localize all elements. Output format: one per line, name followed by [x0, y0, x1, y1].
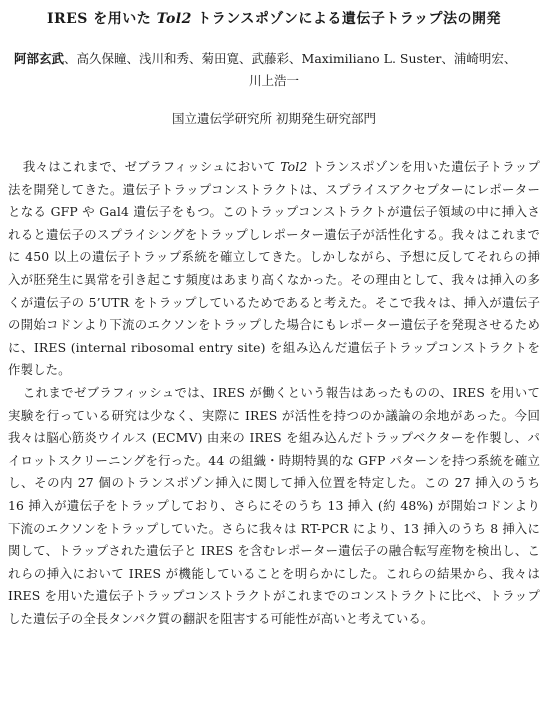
affiliation: 国立遺伝学研究所 初期発生研究部門	[172, 111, 376, 126]
paragraph-1	[8, 156, 540, 382]
title-italic-tol2: Tol2	[156, 11, 192, 27]
paragraph-2: これまでゼブラフィッシュでは、IRES が働くという報告はあったものの、IRES を用いて実験を行っている研究は少なく、実際に IRES が活性を持つのか議論の余地があった。今回我々は脳心筋炎ウイルス (ECMV) 由来の IRES を組み込んだトラップベクターを作製し、パイロットスクリーニングを行った。44 の組織・時期特異的な GFP パターンを持つ系統を確立し、その内 27 個のトランスポゾン挿入に関して挿入位置を特定した。この 27 挿入のうち 16 挿入が遺伝子をトラップしており、さらにそのうち 13 挿入 (約 48%) が開始コドンより下流のエクソンをトラップしていた。さらに我々は RT-PCR により、13 挿入のうち 8 挿入に関して、トラップされた遺伝子と IRES を含むレポーター遺伝子の融合転写産物を検出し、これらの挿入において IRES が機能していることを明らかにした。これらの結果から、我々は IRES を用いた遺伝子トラップコンストラクトがこれまでのコンストラクトに比べ、トラップした遺伝子の全長タンパク質の翻訳を阻害する可能性が高いと考えている。	[8, 384, 540, 626]
co-authors-line-1: 、高久保瞳、浅川和秀、菊田寛、武藤彩、Maximiliano L. Suster、浦崎明宏、	[64, 51, 517, 66]
presenting-author: 阿部玄武	[14, 51, 65, 66]
co-authors-line-2: 川上浩一	[248, 73, 299, 88]
abstract-body	[8, 156, 540, 630]
title-part-2: トランスポゾンによる遺伝子トラップ法の開発	[191, 11, 502, 27]
author-list	[8, 48, 540, 92]
title-part-1: IRES を用いた	[46, 11, 157, 27]
paragraph-1-rest: トランスポゾンを用いた遺伝子トラップ法を開発してきた。遺伝子トラップコンストラクトは、スプライスアクセプターにレポーターとなる GFP や Gal4 遺伝子をもつ。このトラップコンストラクトが遺伝子領域の中に挿入されると遺伝子のスプライシングをトラップしレポーター遺伝子が活性化する。我々はこれまでに 450 以上の遺伝子トラップ系統を確立してきた。しかしながら、予想に反してそれらの挿入が胚発生に異常を引き起こす頻度はあまり高くなかった。その理由として、我々は挿入の多くが遺伝子の 5’UTR をトラップしているためであると考えた。そこで我々は、挿入が遺伝子の開始コドンより下流のエクソンをトラップした場合にもレポーター遺伝子を発現させるために、IRES (internal ribosomal entry site) を組み込んだ遺伝子トラップコンストラクトを作製した。	[8, 159, 540, 378]
paragraph-1-lead: 我々はこれまで、ゼブラフィッシュにおいて	[22, 159, 281, 174]
paper-title	[8, 10, 540, 28]
paragraph-1-italic-tol2: Tol2	[280, 159, 308, 174]
